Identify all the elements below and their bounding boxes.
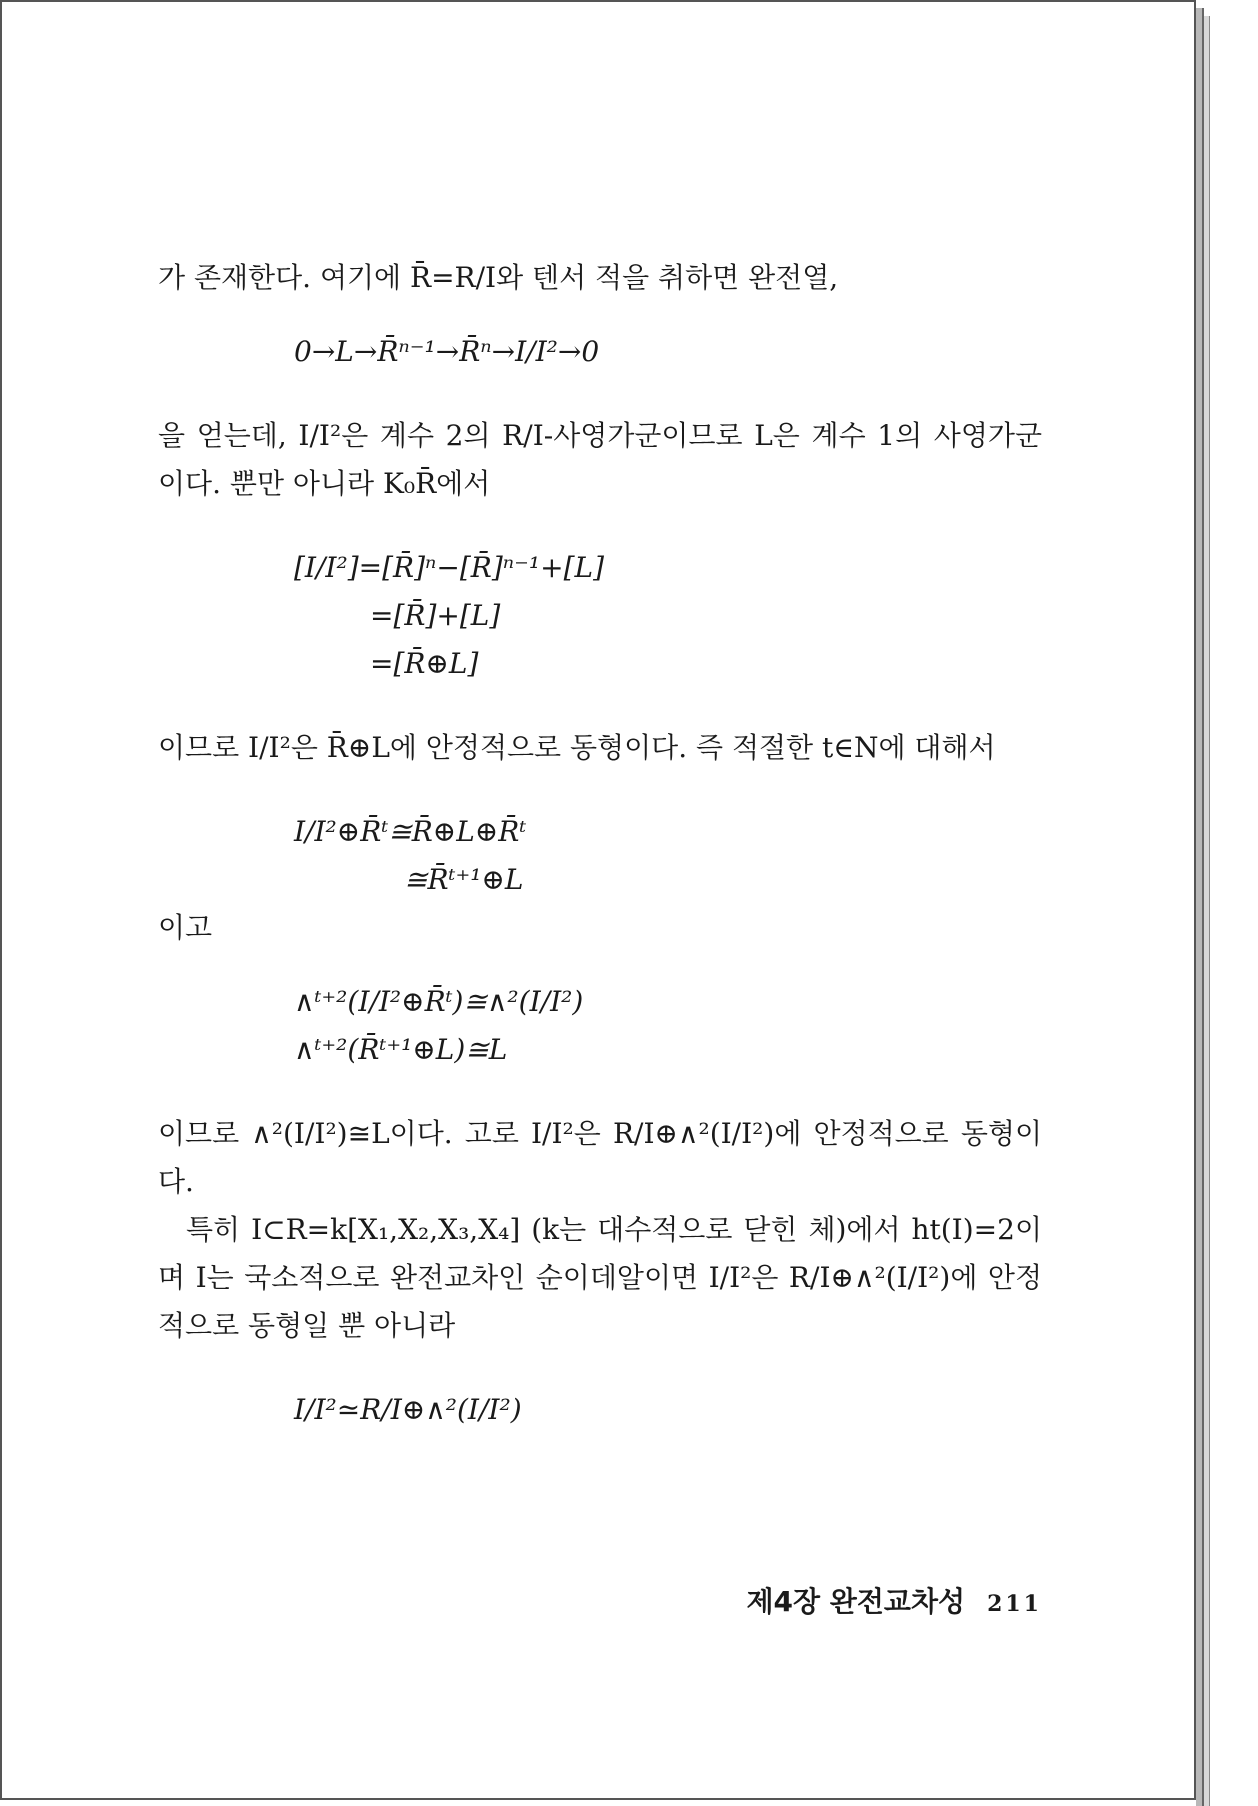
- page-edge-shadow: [1204, 16, 1210, 1806]
- page-number: 211: [987, 1591, 1042, 1617]
- equation-line: ∧ᵗ⁺²(I/I²⊕R̄ᵗ)≅∧²(I/I²): [294, 985, 584, 1018]
- paragraph-3: 이므로 I/I²은 R̄⊕L에 안정적으로 동형이다. 즉 적절한 t∈N에 대해서: [158, 731, 996, 764]
- equation-exact-sequence: [294, 328, 1042, 376]
- paragraph-1: 가 존재한다. 여기에 R̄=R/I와 텐서 적을 취하면 완전열,: [158, 261, 839, 294]
- paragraph-6: 특히 I⊂R=k[X₁,X₂,X₃,X₄] (k는 대수적으로 닫힌 체)에서 ht(I)=2이며 I는 국소적으로 완전교차인 순이데알이면 I/I²은 R/I⊕∧²(I/I²)에 안정적으로 동형일 뿐 아니라: [158, 1213, 1042, 1342]
- chapter-title: 제4장 완전교차성: [746, 1585, 966, 1618]
- equation-line: =[R̄]+[L]: [370, 599, 501, 632]
- page-content: [158, 254, 1042, 1434]
- equation-stable-iso: [294, 808, 1042, 904]
- equation-line: I/I²⊕R̄ᵗ≅R̄⊕L⊕R̄ᵗ: [294, 815, 527, 848]
- equation-final-iso: [294, 1386, 1042, 1434]
- paragraph-5: 이므로 ∧²(I/I²)≅L이다. 고로 I/I²은 R/I⊕∧²(I/I²)에 안정적으로 동형이다.: [158, 1117, 1042, 1198]
- equation-line: 0→L→R̄ⁿ⁻¹→R̄ⁿ→I/I²→0: [294, 335, 600, 368]
- equation-exterior-power: [294, 978, 1042, 1074]
- paragraph-4: 이고: [158, 911, 213, 944]
- equation-line: I/I²≃R/I⊕∧²(I/I²): [294, 1393, 522, 1426]
- page-edge-shadow: [1196, 8, 1204, 1806]
- equation-line: ∧ᵗ⁺²(R̄ᵗ⁺¹⊕L)≅L: [294, 1033, 508, 1066]
- equation-line: [I/I²]=[R̄]ⁿ−[R̄]ⁿ⁻¹+[L]: [294, 551, 605, 584]
- equation-k0-class: [294, 544, 1042, 688]
- page-footer: [742, 1582, 1042, 1624]
- equation-line: ≅R̄ᵗ⁺¹⊕L: [404, 863, 524, 896]
- paragraph-2: 을 얻는데, I/I²은 계수 2의 R/I-사영가군이므로 L은 계수 1의 사영가군이다. 뿐만 아니라 K₀R̄에서: [158, 419, 1042, 500]
- equation-line: =[R̄⊕L]: [370, 647, 479, 680]
